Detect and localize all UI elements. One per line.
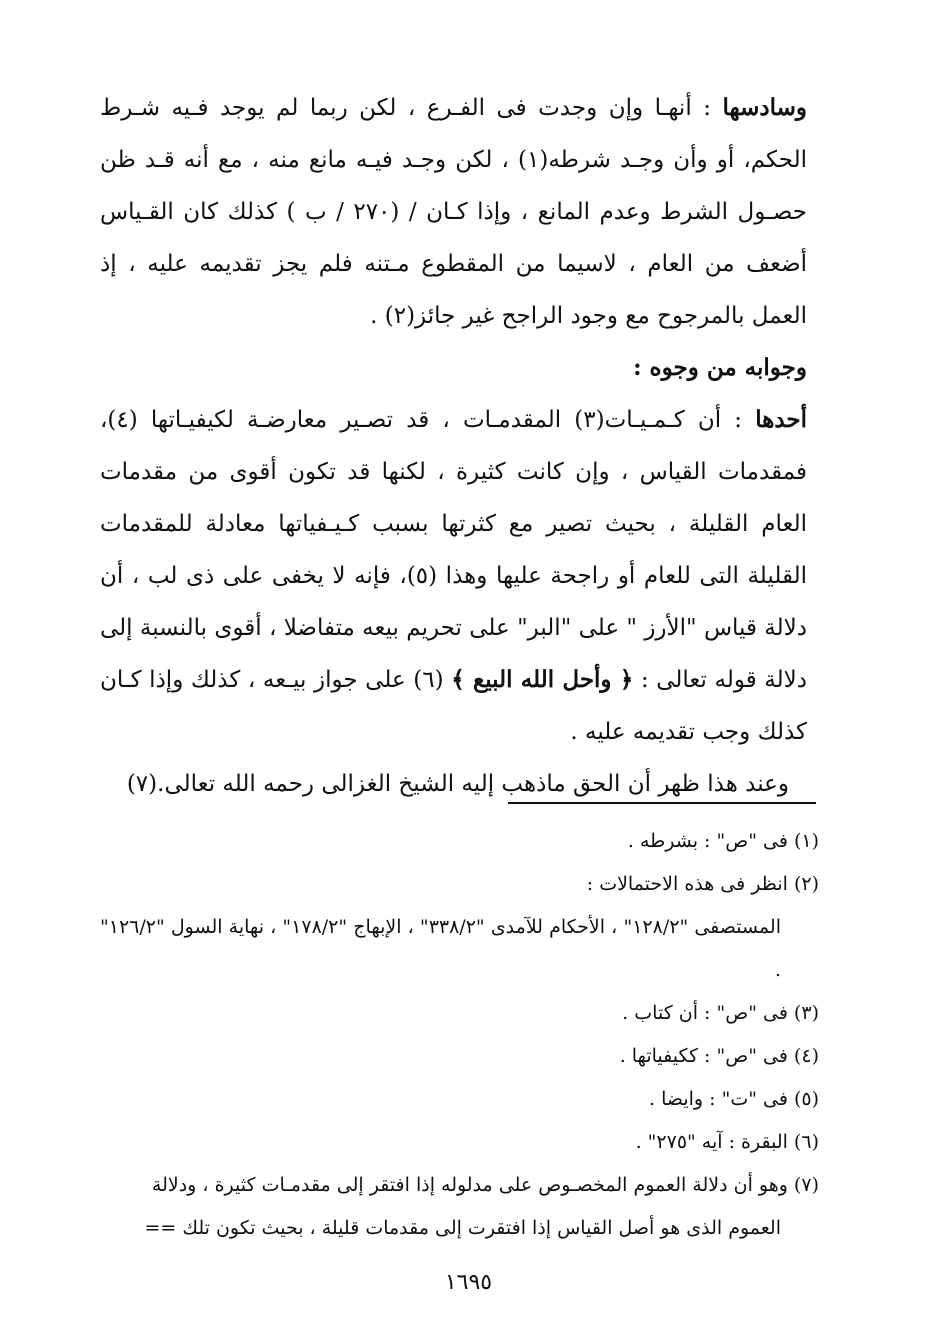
page-number: ١٦٩٥ [444,1270,493,1295]
footnote-divider [508,802,816,804]
footnotes [100,820,819,1250]
section-heading: وجوابه من وجوه : [633,354,807,381]
paragraph-text: (٦) على جواز بيـعه ، كذلك وإذا كـان كذلك وجب تقديمه عليه . [100,667,807,745]
footnote-3: (٣) فى "ص" : أن كتاب . [622,1002,819,1024]
footnote-7-continued: العموم الذى هو أصل القياس إذا افتقرت إلى مقدمات قليلة ، بحيث تكون تلك == [144,1217,781,1239]
paragraph-lead: أحدها [755,406,808,433]
footnote-4: (٤) فى "ص" : ككيفياتها . [619,1045,819,1067]
footnote-1: (١) فى "ص" : بشرطه . [627,830,819,852]
footnote-7: (٧) وهو أن دلالة العموم المخصـوص على مدلوله إذا افتقر إلى مقدمـات كثيرة ، ودلالة [151,1174,819,1196]
footnote-2-continued: المستصفى "١٢٨/٢" ، الأحكام للآمدى "٣٣٨/٢" ، الإبهاج "١٧٨/٢" ، نهاية السول "١٢٦/٢" . [100,916,781,981]
paragraph-text: : أن كـمـيـات(٣) المقدمـات ، قد تصـير معارضـة لكيفيـاتها (٤)، فمقدمات القياس ، وإن كانت كثيرة ، لكنها قد تكون أقوى من مقدمات العام القليلة ، بحيث تصير مع كثرتها بسبب كـيـفياتها معادلة للمقدمات القليلة التى للعام أو راجحة عليها وهذا (٥)، فإنه لا يخفى على ذى لب ، أن دلالة قياس "الأرز " على "البر" على تحريم بيعه متفاضلا ، أقوى بالنسبة إلى دلالة قوله تعالى : [100,407,808,693]
quran-quote: ﴿ وأحل الله البيع ﴾ [451,666,634,693]
footnote-5: (٥) فى "ت" : وايضا . [649,1088,819,1110]
paragraph-first-answer [100,394,829,758]
paragraph-text: : أنهـا وإن وجدت فى الفـرع ، لكن ربما لم يوجد فـيه شـرط الحكم، أو وأن وجـد شرطه(١) ، لكن وجـد فيـه مانع منه ، مع أنه قـد ظن حصـول الشرط وعدم المانع ، وإذا كـان / (٢٧٠ / ب ) كذلك كان القـياس أضعف من العام ، لاسيما من المقطوع مـتنه فلم يجز تقديمه عليه ، إذ العمل بالمرجوح مع وجود الراجح غير جائز(٢) . [100,95,807,329]
footnote-6: (٦) البقرة : آيه "٢٧٥" . [635,1131,819,1153]
footnote-2: (٢) انظر فى هذه الاحتمالات : [586,873,819,895]
main-text [100,82,829,810]
paragraph-conclusion: وعند هذا ظهر أن الحق ماذهب إليه الشيخ الغزالى رحمه الله تعالى.(٧) [126,771,789,797]
paragraph-sixth-objection [100,82,829,342]
paragraph-lead: وسادسها [722,94,807,121]
